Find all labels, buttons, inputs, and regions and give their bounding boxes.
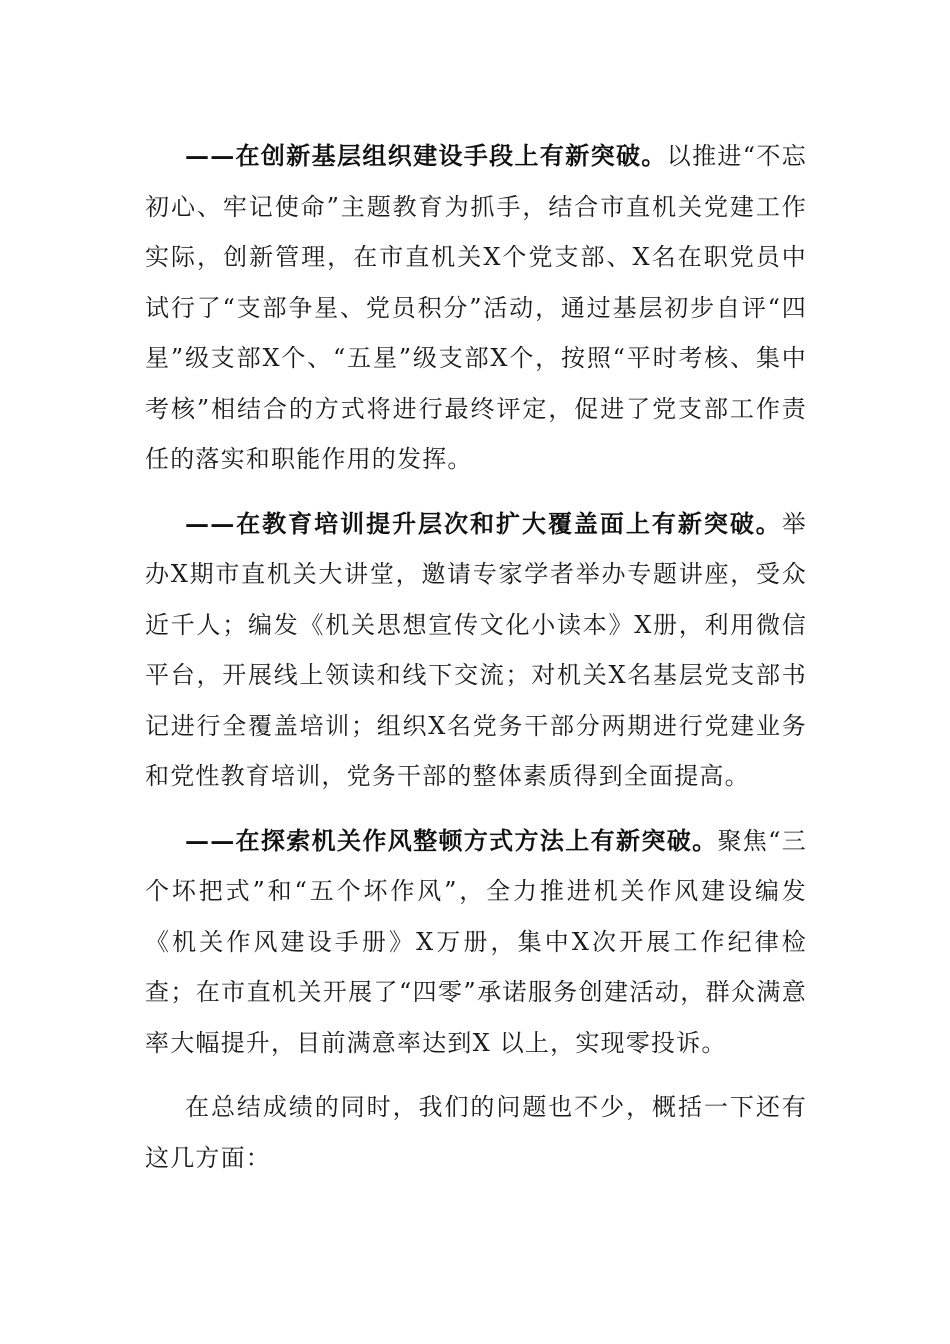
paragraph-heading: ——在教育培训提升层次和扩大覆盖面上有新突破。 — [185, 508, 782, 538]
paragraph-work-style — [145, 816, 807, 1069]
paragraph-heading: ——在探索机关作风整顿方式方法上有新突破。 — [185, 825, 718, 855]
paragraph-body: 以推进“不忘初心、牢记使命”主题教育为抓手，结合市直机关党建工作实际，创新管理，在市直机关X个党支部、X名在职党员中试行了“支部争星、党员积分”活动，通过基层初步自评“四星”级支部X个、“五星”级支部X个，按照“平时考核、集中考核”相结合的方式将进行最终评定，促进了党支部工作责任的落实和职能作用的发挥。 — [145, 142, 807, 473]
paragraph-heading: ——在创新基层组织建设手段上有新突破。 — [185, 141, 667, 170]
paragraph-organization-building — [145, 131, 807, 485]
paragraph-body: 聚焦“三个坏把式”和“五个坏作风”，全力推进机关作风建设编发《机关作风建设手册》X万册，集中X次开展工作纪律检查；在市直机关开展了“四零”承诺服务创建活动，群众满意率大幅提升，目前满意率达到X 以上，实现零投诉。 — [145, 826, 807, 1057]
paragraph-body: 在总结成绩的同时，我们的问题也不少，概括一下还有这几方面： — [145, 1093, 807, 1172]
paragraph-problems-intro — [145, 1082, 807, 1183]
paragraph-education-training — [145, 499, 807, 802]
document-page — [145, 131, 807, 1197]
paragraph-body: 举办X期市直机关大讲堂，邀请专家学者举办专题讲座，受众近千人；编发《机关思想宣传文化小读本》X册，利用微信平台，开展线上领读和线下交流；对机关X名基层党支部书记进行全覆盖培训；组织X名党务干部分两期进行党建业务和党性教育培训，党务干部的整体素质得到全面提高。 — [145, 509, 807, 790]
